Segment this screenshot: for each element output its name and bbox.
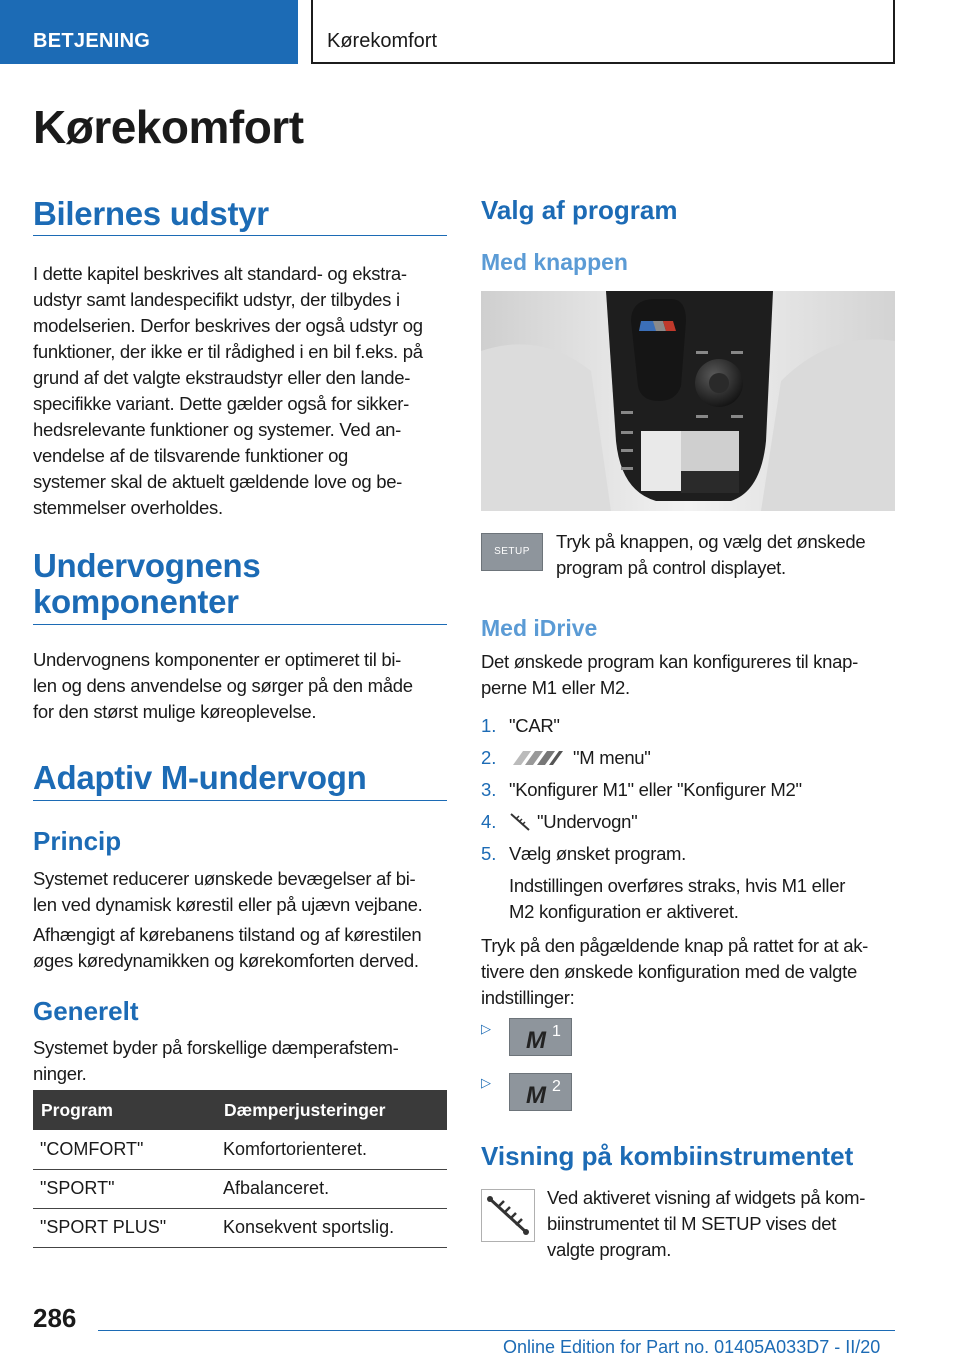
- heading-rule: [33, 624, 447, 625]
- center-console-photo: [481, 291, 895, 511]
- step-number: 4.: [481, 811, 497, 832]
- heading-generelt: Generelt: [33, 996, 139, 1026]
- table-header-cell: Dæmperjusteringer: [216, 1090, 447, 1130]
- heading-valg-af-program: Valg af program: [481, 195, 678, 225]
- step-text: "CAR": [509, 715, 560, 736]
- shock-absorber-large-icon: [481, 1189, 535, 1242]
- setup-button-label: SETUP: [494, 546, 530, 557]
- table-cell: Konsekvent sportslig.: [216, 1208, 447, 1247]
- shock-absorber-icon: [509, 812, 531, 832]
- damper-table: [33, 1090, 447, 1248]
- heading-med-knappen: Med knappen: [481, 249, 628, 275]
- footer-rule: [98, 1330, 895, 1331]
- paragraph-bilernes-udstyr: I dette kapitel beskrives alt standard- og ekstra- udstyr samt landespecifikt udstyr, der tilbydes i modelserien. Derfor beskrives der også udstyr og funktioner, der ikke er til rådighed i en bil f.eks. på grund af det valgte ekstraudstyr eller den lande- specifikke variant. Dette gælder også for sikker- hedsrelevante funktioner og systemer. Ved an- vendelse af de tilsvarende funktioner og systemer skal de aktuelt gældende love og be- stemmelser overholdes.: [33, 263, 423, 518]
- step-text: "Konfigurer M1" eller "Konfigurer M2": [509, 779, 802, 800]
- chapter-label: Kørekomfort: [327, 30, 438, 52]
- m1-superscript: 1: [552, 1023, 561, 1040]
- m2-superscript: 2: [552, 1078, 561, 1095]
- center-console-illustration: [481, 291, 895, 511]
- heading-visning-kombiinstrumentet: Visning på kombiinstrumentet: [481, 1141, 854, 1171]
- chapter-tab: [311, 0, 895, 64]
- paragraph-princip-2: Afhængigt af kørebanens tilstand og af kørestilen øges køredynamikken og kørekomforten derved.: [33, 924, 422, 971]
- table-cell: "COMFORT": [33, 1130, 216, 1169]
- table-header-cell: Program: [33, 1090, 216, 1130]
- step-number: 1.: [481, 715, 497, 736]
- table-row: [33, 1208, 447, 1247]
- heading-rule: [33, 800, 447, 801]
- paragraph-visning: Ved aktiveret visning af widgets på kom- biinstrumentet til M SETUP vises det valgte program.: [547, 1187, 866, 1260]
- m1-button-icon: [509, 1018, 572, 1056]
- m2-button-icon: [509, 1073, 572, 1111]
- section-label: BETJENING: [33, 30, 151, 52]
- step-text: "Undervogn": [537, 811, 638, 832]
- footer-edition: Online Edition for Part no. 01405A033D7 - II/20: [503, 1337, 881, 1357]
- step-number: 3.: [481, 779, 497, 800]
- section-tab: [0, 0, 298, 64]
- m-menu-icon: [509, 749, 565, 767]
- table-cell: Komfortorienteret.: [216, 1130, 447, 1169]
- bullet-triangle-icon: ▷: [481, 1075, 491, 1090]
- step-text: "M menu": [573, 747, 651, 768]
- table-cell: "SPORT PLUS": [33, 1208, 216, 1247]
- step-number: 2.: [481, 747, 497, 768]
- table-row: [33, 1169, 447, 1208]
- paragraph-generelt: Systemet byder på forskellige dæmperafstem- ninger.: [33, 1037, 399, 1084]
- heading-adaptiv-m-undervogn: Adaptiv M-undervogn: [33, 759, 367, 796]
- table-cell: "SPORT": [33, 1169, 216, 1208]
- paragraph-med-idrive: Det ønskede program kan konfigureres til knap- perne M1 eller M2.: [481, 651, 858, 698]
- table-header-row: [33, 1090, 447, 1130]
- heading-undervognens-komponenter: Undervognens komponenter: [33, 547, 261, 620]
- m1-letter: M: [526, 1027, 546, 1054]
- paragraph-press-button: Tryk på den pågældende knap på rattet for at ak- tivere den ønskede konfiguration med de valgte indstillinger:: [481, 935, 869, 1008]
- m2-letter: M: [526, 1082, 546, 1109]
- page-number: 286: [33, 1303, 77, 1333]
- page-title: Kørekomfort: [33, 101, 304, 153]
- table-row: [33, 1130, 447, 1169]
- setup-button-icon: [481, 533, 543, 571]
- step-number: 5.: [481, 843, 497, 864]
- paragraph-med-knappen: Tryk på knappen, og vælg det ønskede program på control displayet.: [556, 531, 866, 578]
- step-note: Indstillingen overføres straks, hvis M1 eller M2 konfiguration er aktiveret.: [509, 875, 846, 922]
- heading-bilernes-udstyr: Bilernes udstyr: [33, 195, 269, 232]
- heading-princip: Princip: [33, 826, 122, 856]
- step-text: Vælg ønsket program.: [509, 843, 687, 864]
- heading-rule: [33, 235, 447, 236]
- paragraph-undervognens-komponenter: Undervognens komponenter er optimeret til bi- len og dens anvendelse og sørger på den måde for den størst mulige køreoplevelse.: [33, 649, 413, 722]
- heading-med-idrive: Med iDrive: [481, 615, 598, 641]
- table-cell: Afbalanceret.: [216, 1169, 447, 1208]
- paragraph-princip: Systemet reducerer uønskede bevægelser af bi- len ved dynamisk kørestil eller på ujævn vejbane.: [33, 868, 423, 915]
- bullet-triangle-icon: ▷: [481, 1021, 491, 1036]
